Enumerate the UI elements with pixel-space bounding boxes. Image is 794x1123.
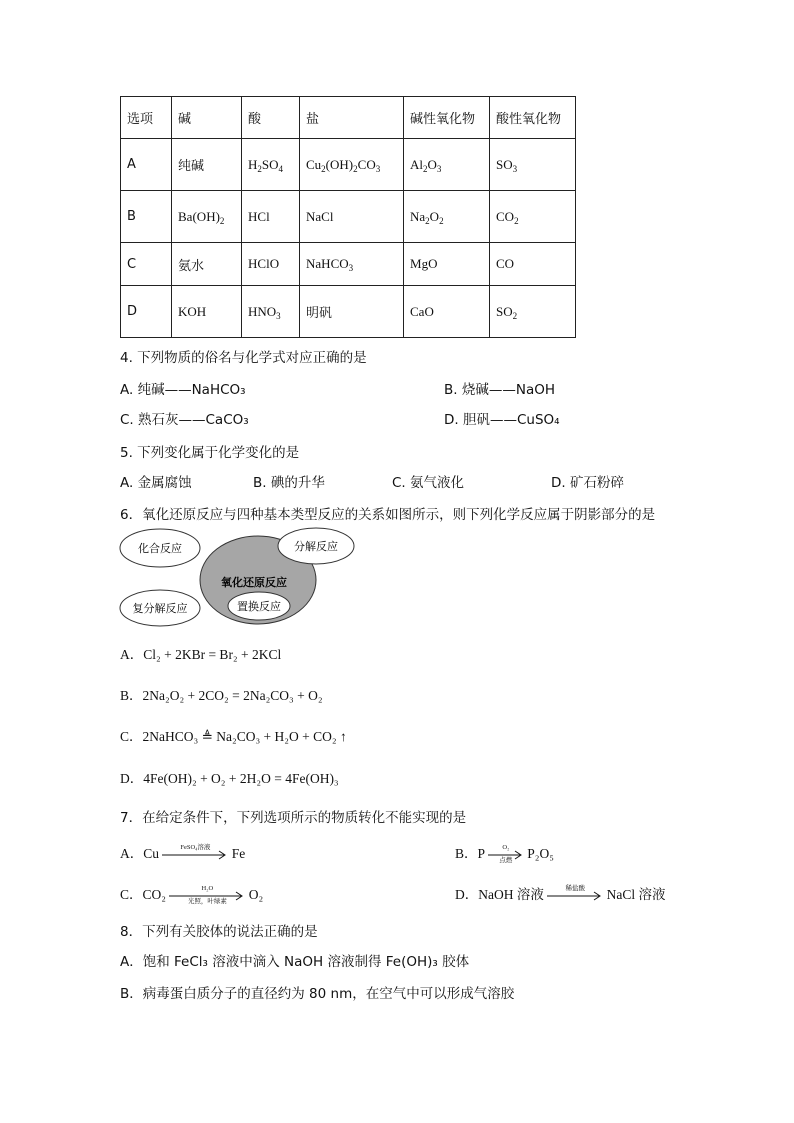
question-6-stem: 6．氧化还原反应与四种基本类型反应的关系如图所示，则下列化学反应属于阴影部分的是	[120, 507, 656, 523]
arrow-condition: 稀盐酸	[565, 884, 585, 892]
table-cell: $SO_2$	[490, 286, 576, 338]
question-8-stem: 8．下列有关胶体的说法正确的是	[120, 924, 318, 940]
question-4-stem: 4. 下列物质的俗名与化学式对应正确的是	[120, 350, 367, 366]
product: NaCl 溶液	[606, 887, 666, 902]
reaction-arrow	[488, 843, 524, 864]
table-cell: 纯碱	[172, 139, 242, 191]
table-cell: CO	[490, 243, 576, 286]
question-4-option-b[interactable]: B. 烧碱——NaOH	[444, 382, 555, 398]
question-6-option-c[interactable]: C．2NaHCO₃ ≜ Na₂CO₃ + H₂O + CO₂ ↑	[120, 729, 347, 744]
question-5-option-b[interactable]: B. 碘的升华	[253, 475, 325, 491]
table-row	[121, 243, 576, 286]
question-7-option-d[interactable]	[455, 883, 666, 903]
question-4-option-d[interactable]: D. 胆矾——CuSO₄	[444, 412, 560, 428]
table-cell: MgO	[404, 243, 490, 286]
table-cell: B	[121, 191, 172, 243]
product: O₂	[248, 887, 264, 902]
table-header: 碱	[172, 97, 242, 139]
question-4-option-c[interactable]: C. 熟石灰——CaCO₃	[120, 412, 249, 428]
table-cell: $H_2SO_4$	[242, 139, 300, 191]
table-header: 碱性氧化物	[404, 97, 490, 139]
reactant: B．P	[455, 846, 485, 861]
table-cell: NaHCO$_3$	[300, 243, 404, 286]
table-cell: $SO_3$	[490, 139, 576, 191]
reaction-arrow	[162, 843, 228, 860]
redox-label: 氧化还原反应	[221, 576, 287, 589]
table-cell: $Al_2O_3$	[404, 139, 490, 191]
arrow-condition: O₂	[502, 843, 510, 851]
arrow-icon	[547, 891, 603, 901]
table-cell: 氨水	[172, 243, 242, 286]
table-cell: 明矾	[300, 286, 404, 338]
question-6-option-b[interactable]: B．2Na₂O₂ + 2CO₂ = 2Na₂CO₃ + O₂	[120, 688, 323, 703]
question-7-option-a[interactable]	[120, 842, 245, 862]
arrow-condition: H₂O	[201, 884, 214, 892]
table-cell: A	[121, 139, 172, 191]
question-5-option-c[interactable]: C. 氨气液化	[392, 475, 465, 491]
table-cell: $HNO_3$	[242, 286, 300, 338]
table-cell: $Na_2O_2$	[404, 191, 490, 243]
arrow-condition: 点燃	[499, 856, 513, 864]
reactant: C．CO₂	[120, 887, 166, 902]
arrow-condition: 光照，叶绿素	[187, 897, 227, 905]
table-row	[121, 286, 576, 338]
question-6-option-a[interactable]: A．Cl₂ + 2KBr = Br₂ + 2KCl	[120, 647, 282, 662]
table-row	[121, 191, 576, 243]
decomposition-label: 分解反应	[294, 540, 338, 553]
table-cell: HClO	[242, 243, 300, 286]
table-cell: CaO	[404, 286, 490, 338]
arrow-icon	[162, 850, 228, 860]
question-8-option-a[interactable]: A．饱和 FeCl₃ 溶液中滴入 NaOH 溶液制得 Fe(OH)₃ 胶体	[120, 954, 470, 970]
arrow-condition: FeSO₄溶液	[180, 843, 211, 851]
table-cell: D	[121, 286, 172, 338]
table-header: 酸性氧化物	[490, 97, 576, 139]
table-row	[121, 139, 576, 191]
reaction-arrow	[169, 884, 245, 905]
table-header: 酸	[242, 97, 300, 139]
table-cell: $Cu_2(OH)_2CO_3$	[300, 139, 404, 191]
reactant: A．Cu	[120, 846, 160, 861]
product: P₂O₅	[527, 846, 554, 861]
reaction-arrow	[547, 884, 603, 901]
table-cell: $Ba(OH)_2$	[172, 191, 242, 243]
combination-label: 化合反应	[138, 542, 182, 555]
displacement-label: 置换反应	[237, 600, 281, 613]
question-7-option-b[interactable]	[455, 842, 554, 862]
question-5-option-a[interactable]: A. 金属腐蚀	[120, 475, 192, 491]
table-cell: NaCl	[300, 191, 404, 243]
table-cell: $CO_2$	[490, 191, 576, 243]
question-8-option-b[interactable]: B．病毒蛋白质分子的直径约为 80 nm，在空气中可以形成气溶胶	[120, 986, 515, 1002]
table-cell: KOH	[172, 286, 242, 338]
question-6-option-d[interactable]: D．4Fe(OH)₂ + O₂ + 2H₂O = 4Fe(OH)₃	[120, 771, 339, 786]
table-header: 盐	[300, 97, 404, 139]
options-table	[120, 96, 576, 338]
question-4-option-a[interactable]: A. 纯碱——NaHCO₃	[120, 382, 246, 398]
question-5-option-d[interactable]: D. 矿石粉碎	[551, 475, 624, 491]
table-header: 选项	[121, 97, 172, 139]
reaction-relationship-diagram	[118, 526, 363, 628]
table-cell: C	[121, 243, 172, 286]
reactant: D．NaOH 溶液	[455, 887, 544, 902]
question-7-option-c[interactable]	[120, 883, 263, 903]
question-7-stem: 7．在给定条件下，下列选项所示的物质转化不能实现的是	[120, 810, 467, 826]
table-header-row	[121, 97, 576, 139]
table-cell: HCl	[242, 191, 300, 243]
product: Fe	[231, 846, 246, 861]
metathesis-label: 复分解反应	[132, 602, 188, 615]
question-5-stem: 5. 下列变化属于化学变化的是	[120, 445, 300, 461]
